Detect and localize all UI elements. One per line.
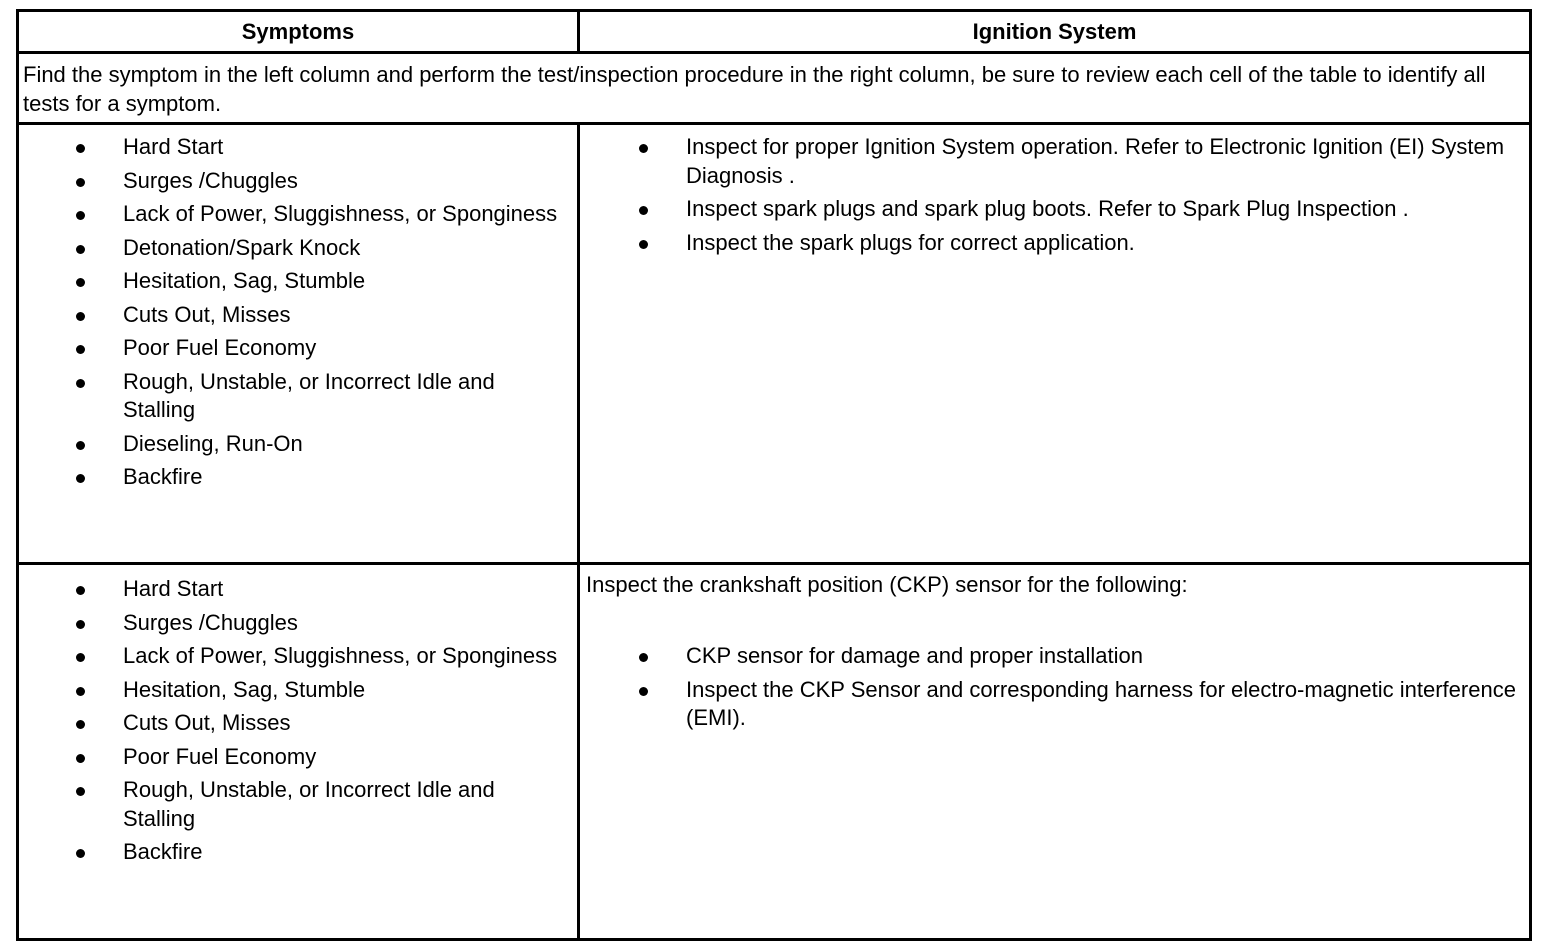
list-item (123, 743, 563, 772)
list-item (123, 301, 563, 330)
bullet-icon (76, 720, 85, 729)
symptom-text: Surges /Chuggles (123, 609, 298, 635)
bullet-icon (76, 312, 85, 321)
row2-procedure-list (686, 642, 1521, 738)
list-item (123, 334, 563, 363)
list-item (123, 167, 563, 196)
bullet-icon (76, 178, 85, 187)
list-item (123, 463, 563, 492)
bullet-icon (76, 754, 85, 763)
symptom-text: Hesitation, Sag, Stumble (123, 676, 366, 702)
list-item (686, 642, 1521, 671)
symptom-text: Surges /Chuggles (123, 167, 298, 193)
row1-divider (19, 562, 1529, 565)
list-item (123, 133, 563, 162)
bullet-icon (76, 787, 85, 796)
header-ignition-system (580, 12, 1529, 51)
bullet-icon (76, 441, 85, 450)
list-item (123, 776, 563, 833)
symptom-text: Backfire (123, 839, 203, 864)
column-divider-row1 (577, 125, 580, 562)
symptom-text: Cuts Out, Misses (123, 301, 291, 327)
symptom-text: Backfire (123, 464, 203, 489)
header-divider (19, 51, 1529, 54)
symptom-text: Dieseling, Run-On (123, 430, 303, 456)
bullet-icon (76, 278, 85, 287)
row2-procedure-intro: Inspect the crankshaft position (CKP) sensor for the following: (586, 572, 1188, 597)
procedure-text: CKP sensor for damage and proper installation (686, 643, 1143, 668)
header-ignition-label: Ignition System (972, 18, 1137, 44)
list-item (686, 229, 1521, 258)
list-item (123, 709, 563, 738)
list-item (123, 838, 563, 867)
symptom-text: Hesitation, Sag, Stumble (123, 268, 366, 293)
symptom-text: Lack of Power, Sluggishness, or Sponginess (123, 201, 558, 226)
symptom-text: Hard Start (123, 576, 224, 601)
symptom-text: Detonation/Spark Knock (123, 234, 361, 260)
bullet-icon (76, 211, 85, 220)
procedure-text: Inspect the CKP Sensor and corresponding harness for electro-magnetic interference (EMI). (686, 676, 1516, 730)
bullet-icon (76, 345, 85, 354)
list-item (123, 575, 563, 604)
bullet-icon (76, 245, 85, 254)
list-item (686, 195, 1521, 224)
header-symptoms (19, 12, 577, 51)
symptom-text: Cuts Out, Misses (123, 710, 291, 735)
list-item (123, 609, 563, 638)
list-item (123, 430, 563, 459)
procedure-text: Inspect spark plugs and spark plug boots. Refer to Spark Plug Inspection . (686, 196, 1409, 221)
instruction-divider (19, 122, 1529, 125)
list-item (123, 200, 563, 229)
header-symptoms-label: Symptoms (241, 18, 355, 44)
procedure-text: Inspect the spark plugs for correct application. (686, 229, 1135, 255)
row1-symptom-list (123, 133, 563, 497)
symptom-text: Rough, Unstable, or Incorrect Idle and Stalling (123, 777, 495, 831)
bullet-icon (76, 474, 85, 483)
bullet-icon (76, 620, 85, 629)
bullet-icon (76, 653, 85, 662)
bullet-icon (76, 379, 85, 388)
instruction-text: Find the symptom in the left column and perform the test/inspection procedure in the right column, be sure to review each cell of the table to identify all tests for a symptom. (23, 62, 1486, 116)
symptom-text: Poor Fuel Economy (123, 335, 317, 360)
symptom-text: Poor Fuel Economy (123, 743, 317, 769)
row1-procedure-list (686, 133, 1521, 262)
list-item (123, 676, 563, 705)
symptom-text: Hard Start (123, 134, 224, 159)
column-divider-row2 (577, 565, 580, 941)
bullet-icon (76, 687, 85, 696)
list-item (123, 234, 563, 263)
row2-symptom-list (123, 575, 563, 872)
list-item (123, 267, 563, 296)
bullet-icon (76, 586, 85, 595)
bullet-icon (76, 144, 85, 153)
list-item (123, 368, 563, 425)
bullet-icon (639, 240, 648, 249)
bullet-icon (639, 653, 648, 662)
procedure-text: Inspect for proper Ignition System operation. Refer to Electronic Ignition (EI) System Diagnosis . (686, 134, 1505, 188)
bullet-icon (639, 144, 648, 153)
bullet-icon (76, 849, 85, 858)
list-item (686, 133, 1521, 190)
list-item (123, 642, 563, 671)
symptom-table (16, 9, 1532, 941)
bullet-icon (639, 687, 648, 696)
bullet-icon (639, 206, 648, 215)
list-item (686, 676, 1521, 733)
symptom-text: Rough, Unstable, or Incorrect Idle and Stalling (123, 368, 495, 422)
symptom-text: Lack of Power, Sluggishness, or Sponginess (123, 643, 558, 668)
